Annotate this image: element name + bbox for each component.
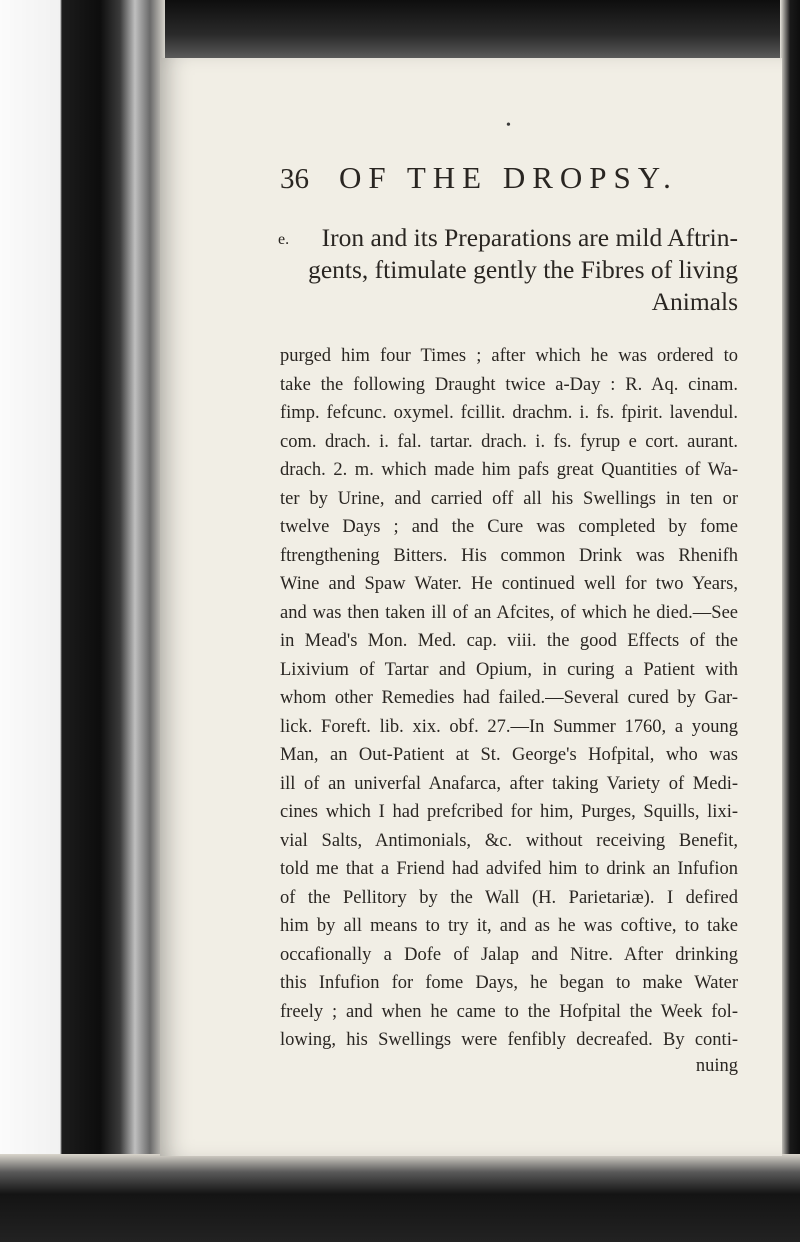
page-number: 36 [280, 163, 309, 195]
body-line: lick. Foreft. lib. xix. obf. 27.—In Summer 1760, a young [280, 716, 738, 737]
body-line: and was then taken ill of an Afcites, of which he died.—See [280, 602, 738, 623]
body-line: in Mead's Mon. Med. cap. viii. the good Effects of the [280, 631, 738, 651]
catchword: nuing [695, 1055, 738, 1076]
body-line: Man, an Out-Patient at St. George's Hofpital, who was [280, 745, 738, 765]
ink-speck: • [506, 118, 511, 133]
page-text [280, 160, 738, 1077]
scan-edge-right [780, 0, 800, 1242]
body-line: told me that a Friend had advifed him to drink an Infufion [280, 859, 738, 879]
scan-edge-bottom [0, 1154, 800, 1242]
body-line: cines which I had prefcribed for him, Purges, Squills, lixi- [280, 802, 738, 822]
body-line: Wine and Spaw Water. He continued well for two Years, [280, 574, 738, 594]
body-line: vial Salts, Antimonials, &c. without receiving Benefit, [280, 830, 738, 851]
body-line: Lixivium of Tartar and Opium, in curing a Patient with [280, 659, 738, 680]
running-title: OF THE DROPSY. [339, 160, 678, 195]
body-line: lowing, his Swellings were fenfibly decreafed. By conti- [280, 1030, 738, 1050]
body-line: fimp. fefcunc. oxymel. fcillit. drachm. i. fs. fpirit. lavendul. [280, 403, 738, 423]
body-line: twelve Days ; and the Cure was completed by fome [280, 517, 738, 537]
body-line: occafionally a Dofe of Jalap and Nitre. After drinking [280, 944, 738, 965]
book-binding-left [0, 0, 165, 1242]
body-line: take the following Draught twice a-Day : R. Aq. cinam. [280, 374, 738, 395]
heading-line: Iron and its Preparations are mild Aftrin- [321, 223, 738, 252]
heading-marker: e. [278, 231, 290, 248]
heading-line: gents, ftimulate gently the Fibres of living [308, 255, 738, 284]
body-line: him by all means to try it, and as he was coftive, to take [280, 916, 738, 936]
catchword-row [280, 1055, 738, 1077]
section-heading [280, 222, 738, 318]
heading-line: Animals [651, 287, 738, 316]
body-line: ftrengthening Bitters. His common Drink was Rhenifh [280, 545, 738, 566]
body-line: com. drach. i. fal. tartar. drach. i. fs. fyrup e cort. aurant. [280, 431, 738, 452]
body-line: drach. 2. m. which made him pafs great Quantities of Wa- [280, 460, 738, 480]
body-text [280, 342, 738, 1055]
body-line: purged him four Times ; after which he was ordered to [280, 346, 738, 366]
body-line: ill of an univerfal Anafarca, after taking Variety of Medi- [280, 773, 738, 794]
body-line: whom other Remedies had failed.—Several cured by Gar- [280, 688, 738, 708]
body-line: of the Pellitory by the Wall (H. Parietariæ). I defired [280, 887, 738, 908]
body-line: ter by Urine, and carried off all his Swellings in ten or [280, 488, 738, 509]
body-line: this Infufion for fome Days, he began to make Water [280, 973, 738, 993]
page-header [280, 160, 738, 196]
body-line: freely ; and when he came to the Hofpital the Week fol- [280, 1001, 738, 1022]
